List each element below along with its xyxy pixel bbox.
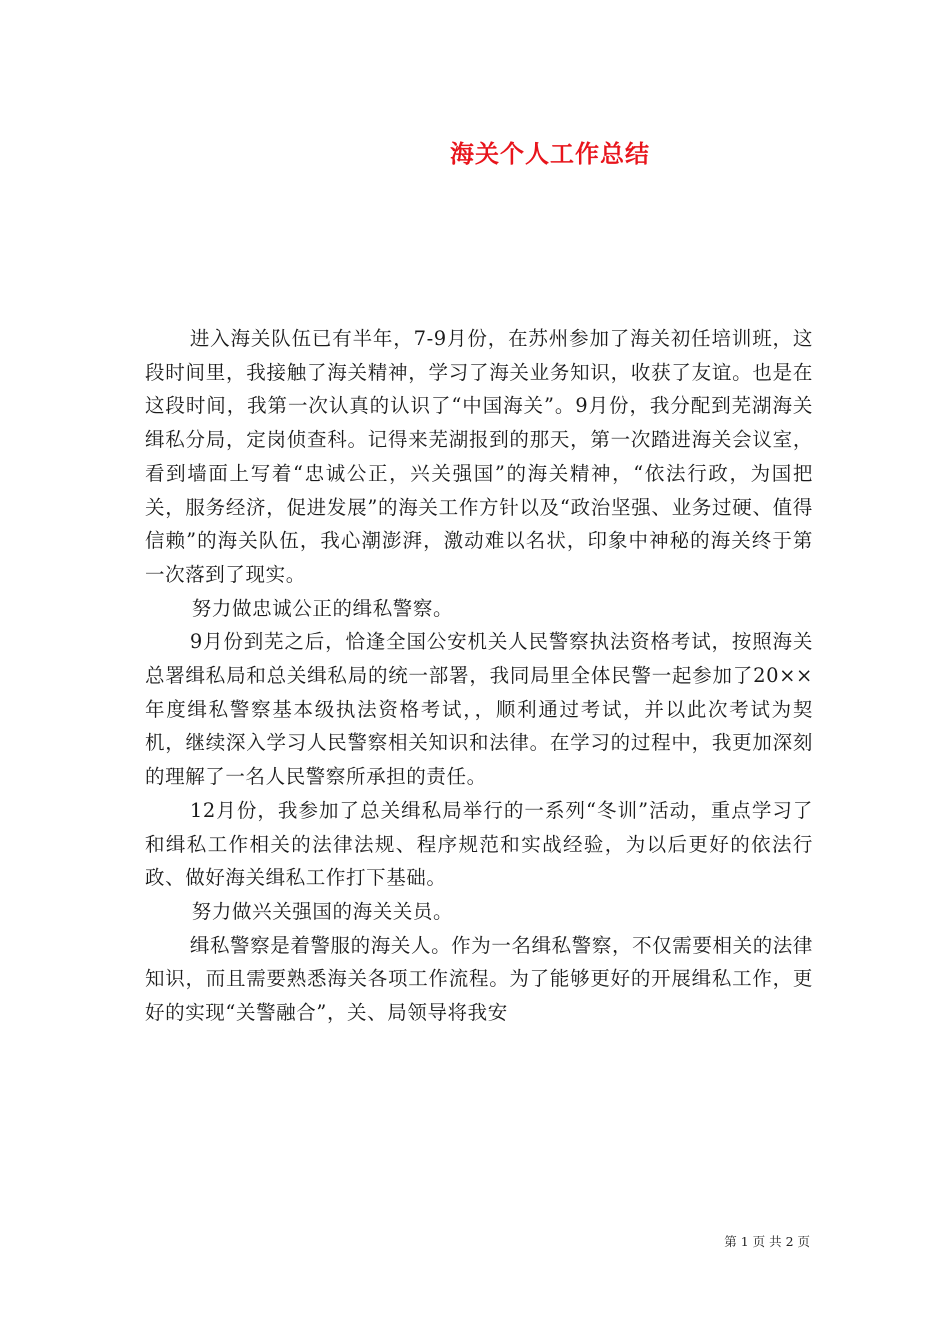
section-heading-police: 努力做忠诚公正的缉私警察。 bbox=[191, 596, 454, 620]
document-title: 海关个人工作总结 bbox=[450, 140, 650, 168]
paragraph-intro: 进入海关队伍已有半年，7-9月份，在苏州参加了海关初任培训班，这段时间里，我接触了海关精神，学习了海关业务知识，收获了友谊。也是在这段时间，我第一次认真的认识了“中国海关”。9月份，我分配到芜湖海关缉私分局，定岗侦查科。记得来芜湖报到的那天，第一次踏进海关会议室，看到墙面上写着“忠诚公正，兴关强国”的海关精神，“依法行政，为国把关，服务经济，促进发展”的海关工作方针以及“政治坚强、业务过硬、值得信赖”的海关队伍，我心潮澎湃，激动难以名状，印象中神秘的海关终于第一次落到了现实。 bbox=[145, 327, 813, 586]
paragraph-winter-training: 12月份，我参加了总关缉私局举行的一系列“冬训”活动，重点学习了和缉私工作相关的法律法规、程序规范和实战经验，为以后更好的依法行政、做好海关缉私工作打下基础。 bbox=[145, 798, 813, 890]
paragraph-exam: 9月份到芜之后，恰逢全国公安机关人民警察执法资格考试，按照海关总署缉私局和总关缉私局的统一部署，我同局里全体民警一起参加了20××年度缉私警察基本级执法资格考试，，顺利通过考试，并以此次考试为契机，继续深入学习人民警察相关知识和法律。在学习的过程中，我更加深刻的理解了一名人民警察所承担的责任。 bbox=[145, 630, 813, 789]
page-number-footer: 第 1 页 共 2 页 bbox=[724, 1234, 810, 1249]
document-body bbox=[145, 322, 813, 1030]
section-heading-customs: 努力做兴关强国的海关关员。 bbox=[191, 899, 454, 923]
paragraph-customs-work: 缉私警察是着警服的海关人。作为一名缉私警察，不仅需要相关的法律知识，而且需要熟悉海关各项工作流程。为了能够更好的开展缉私工作，更好的实现“关警融合”，关、局领导将我安 bbox=[145, 933, 813, 1025]
